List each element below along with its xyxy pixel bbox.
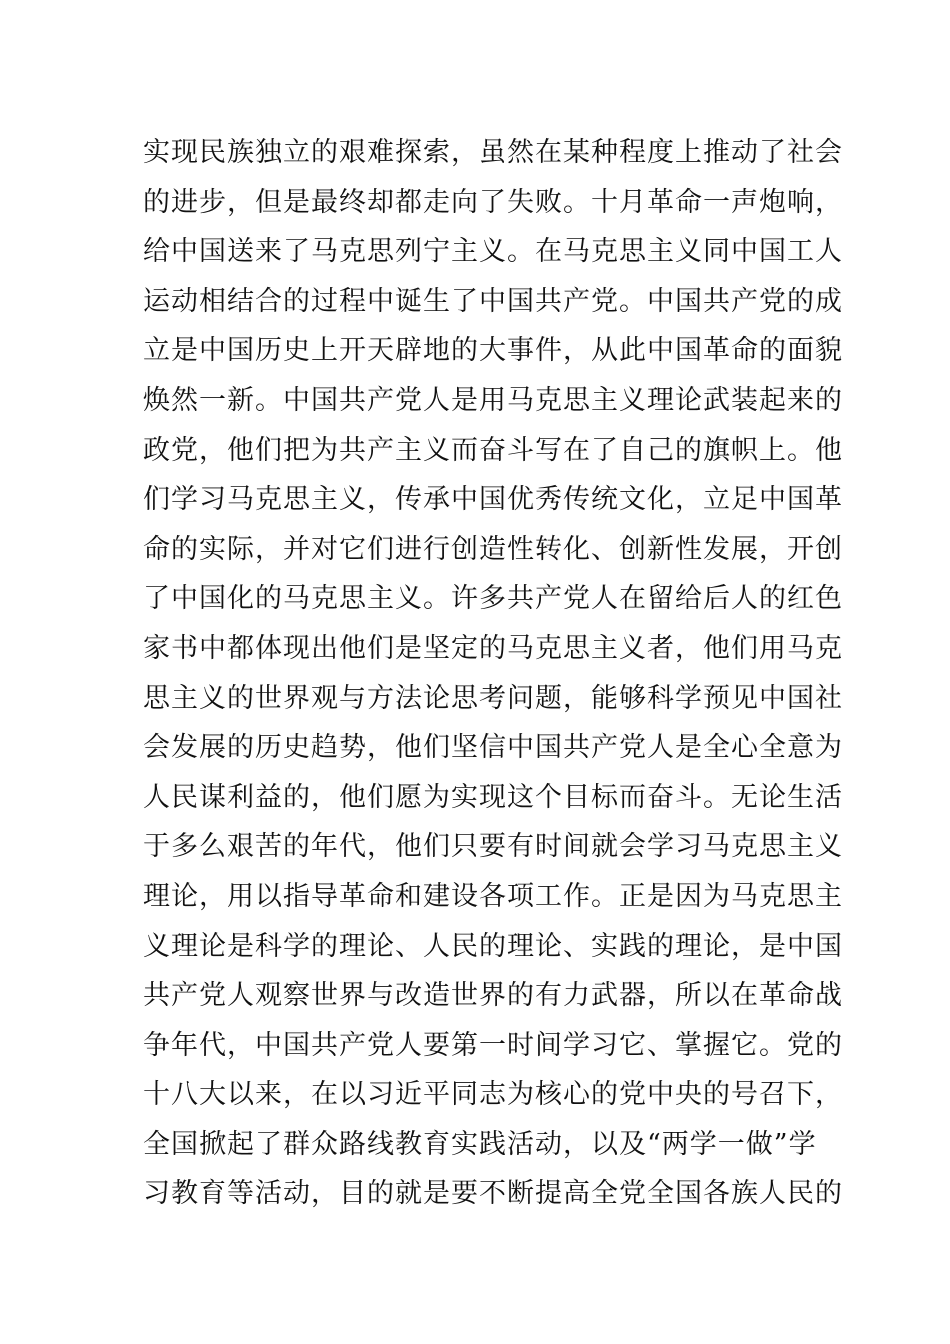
text-line: 理论，用以指导革命和建设各项工作。正是因为马克思主	[143, 880, 843, 912]
text-line: 全国掀起了群众路线教育实践活动，以及“两学一做”学	[143, 1128, 817, 1160]
text-line: 的进步，但是最终却都走向了失败。十月革命一声炮响，	[143, 186, 843, 218]
text-line: 焕然一新。中国共产党人是用马克思主义理论武装起来的	[143, 384, 843, 416]
text-line: 于多么艰苦的年代，他们只要有时间就会学习马克思主义	[143, 831, 843, 863]
text-line: 共产党人观察世界与改造世界的有力武器，所以在革命战	[143, 980, 843, 1012]
text-line: 会发展的历史趋势，他们坚信中国共产党人是全心全意为	[143, 732, 843, 764]
text-line: 家书中都体现出他们是坚定的马克思主义者，他们用马克	[143, 632, 843, 664]
text-line: 们学习马克思主义，传承中国优秀传统文化，立足中国革	[143, 484, 843, 516]
text-line: 立是中国历史上开天辟地的大事件，从此中国革命的面貌	[143, 335, 843, 367]
text-line: 给中国送来了马克思列宁主义。在马克思主义同中国工人	[143, 236, 843, 268]
text-line: 了中国化的马克思主义。许多共产党人在留给后人的红色	[143, 583, 843, 615]
text-line: 义理论是科学的理论、人民的理论、实践的理论，是中国	[143, 930, 843, 962]
text-line: 争年代，中国共产党人要第一时间学习它、掌握它。党的	[143, 1029, 843, 1061]
text-line: 习教育等活动，目的就是要不断提高全党全国各族人民的	[143, 1178, 843, 1210]
text-line: 十八大以来，在以习近平同志为核心的党中央的号召下，	[143, 1079, 843, 1111]
body-paragraph	[143, 128, 843, 1219]
text-line: 人民谋利益的，他们愿为实现这个目标而奋斗。无论生活	[143, 781, 843, 813]
text-line: 政党，他们把为共产主义而奋斗写在了自己的旗帜上。他	[143, 434, 843, 466]
text-line: 运动相结合的过程中诞生了中国共产党。中国共产党的成	[143, 285, 843, 317]
text-line: 命的实际，并对它们进行创造性转化、创新性发展，开创	[143, 533, 843, 565]
text-line: 思主义的世界观与方法论思考问题，能够科学预见中国社	[143, 682, 843, 714]
text-line: 实现民族独立的艰难探索，虽然在某种程度上推动了社会	[143, 137, 843, 168]
